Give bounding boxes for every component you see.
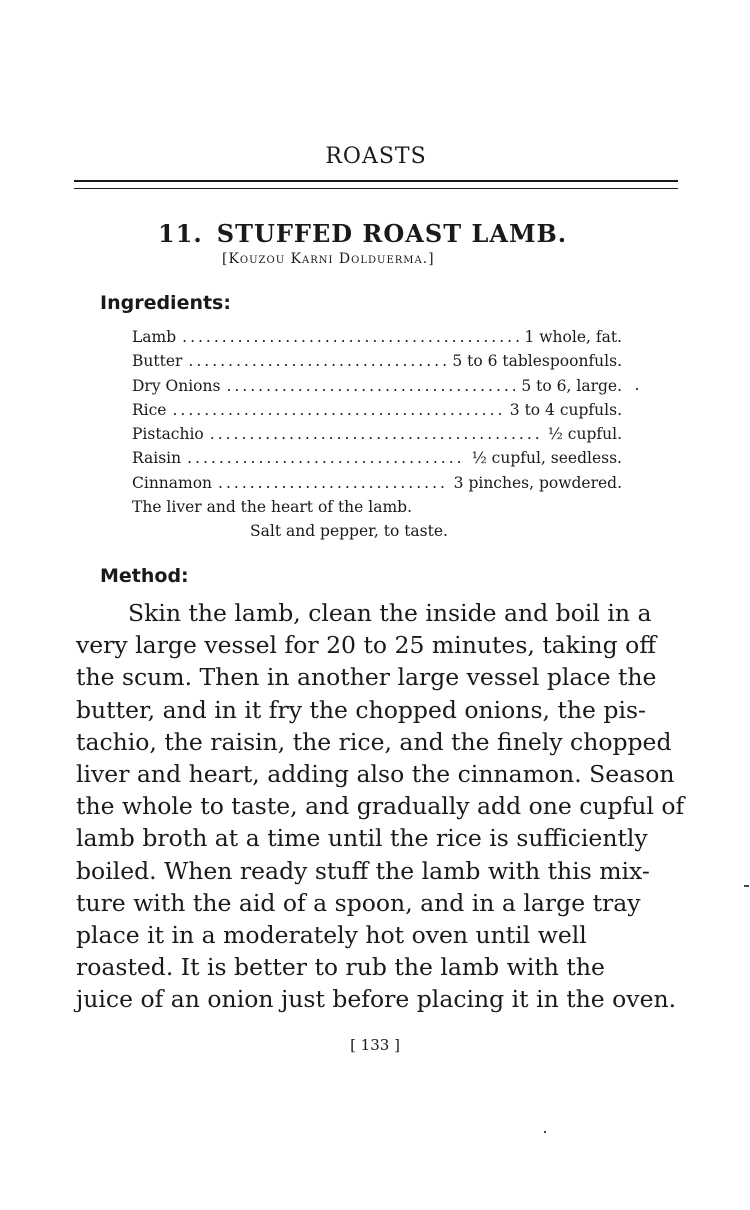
method-line: boiled. When ready stuff the lamb with this mix- [76,856,650,885]
recipe-number: 11. [158,219,203,248]
ingredient-quantity: ½ cupful, seedless. [471,449,622,468]
leader-dots [172,401,503,419]
ingredient-quantity: 3 pinches, powdered. [453,473,622,492]
leader-dots [210,425,542,443]
method-line: lamb broth at a time until the rice is sufficiently [76,824,648,853]
ingredient-name: Cinnamon [132,473,213,492]
ingredient-row [132,425,622,449]
leader-dots [218,474,448,492]
scan-speck [636,388,638,390]
ingredient-row [132,377,622,401]
ingredient-name: Lamb [132,328,177,346]
ingredient-quantity: 3 to 4 cupfuls. [509,400,622,419]
method-line: tachio, the raisin, the rice, and the finely chopped [76,727,672,756]
method-line: place it in a moderately hot oven until well [76,920,587,949]
page-number: [ 133 ] [350,1036,400,1054]
method-line: very large vessel for 20 to 25 minutes, taking off [76,631,657,660]
leader-dots [182,328,518,346]
ingredient-quantity: 1 whole, fat. [524,328,622,346]
ingredient-name: Pistachio [132,425,204,444]
ingredient-row [132,352,622,376]
ingredient-name: Butter [132,352,183,371]
method-line: Skin the lamb, clean the inside and boil in a [128,599,652,627]
ingredient-quantity: 5 to 6, large. [521,376,622,395]
recipe-title [158,219,567,248]
method-line: juice of an onion just before placing it in the oven. [76,985,677,1014]
ingredient-name: Dry Onions [132,376,221,395]
method-heading: Method: [100,565,189,587]
method-line: the whole to taste, and gradually add one cupful of [76,792,685,821]
ingredient-row [132,401,622,425]
method-line: liver and heart, adding also the cinnamon. Season [76,759,675,788]
ingredients-list [132,328,622,547]
recipe-name: STUFFED ROAST LAMB. [216,219,568,248]
ingredient-name: Rice [132,400,167,419]
ingredient-name: Raisin [132,449,182,468]
leader-dots [226,377,515,395]
running-head: ROASTS [325,144,427,169]
ingredient-note: Salt and pepper, to taste. [250,522,448,541]
ingredients-heading: Ingredients: [100,292,231,314]
ingredient-note: The liver and the heart of the lamb. [132,498,412,517]
method-line: ture with the aid of a spoon, and in a large tray [76,888,641,917]
method-line: butter, and in it fry the chopped onions, the pis- [76,695,646,724]
method-paragraph [76,597,685,1015]
method-line: roasted. It is better to rub the lamb with the [76,953,605,982]
leader-dots [187,449,466,467]
scan-speck [544,1131,546,1133]
ingredient-row [132,449,622,473]
ingredient-row [132,474,622,498]
ingredient-row [132,328,622,352]
method-line: the scum. Then in another large vessel place the [76,663,657,692]
recipe-subtitle: [Kouzou Karni Dolduerma.] [222,251,435,267]
ingredient-quantity: ½ cupful. [547,425,622,444]
ingredient-quantity: 5 to 6 tablespoonfuls. [452,352,622,371]
leader-dots [188,352,446,370]
scan-speck [744,885,749,887]
header-rule [74,180,678,189]
